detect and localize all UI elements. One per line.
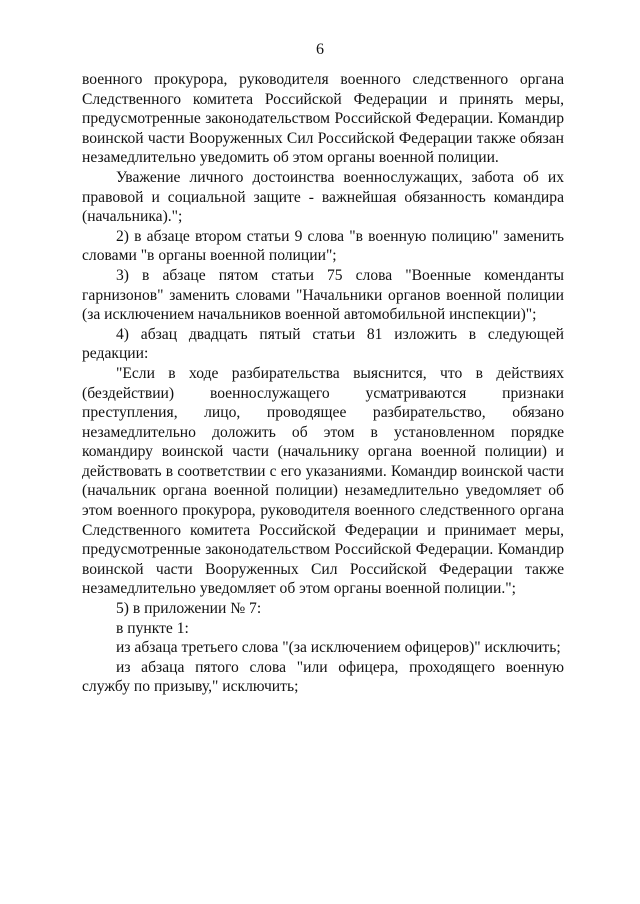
sub-item-point-1: в пункте 1: [116, 619, 189, 637]
page-number: 6 [316, 41, 324, 58]
paragraph-continuation: военного прокурора, руководителя военного следственного органа Следственного комитета Российской Федерации и принять меры, предусмотренные законодательством Российской Федерации. Командир воинской части Вооруженных Сил Российской Федерации также обязан незамедлительно уведомить об этом органы военной полиции. [82, 71, 564, 167]
list-item-3: 3) в абзаце пятом статьи 75 слова "Военные коменданты гарнизонов" заменить словами "Начальники органов военной полиции (за исключением начальников военной автомобильной инспекции)"; [82, 266, 564, 324]
quoted-paragraph: "Если в ходе разбирательства выяснится, что в действиях (бездействии) военнослужащего усматриваются признаки преступления, лицо, проводящее разбирательство, обязано незамедлительно доложить об этом в установленном порядке командиру воинской части (начальнику органа военной полиции) и действовать в соответствии с его указаниями. Командир воинской части (начальник органа военной полиции) незамедлительно уведомляет об этом военного прокурора, руководителя военного следственного органа Следственного комитета Российской Федерации и принимает меры, предусмотренные законодательством Российской Федерации. Командир воинской части Вооруженных Сил Российской Федерации также незамедлительно уведомляет об этом органы военной полиции."; [82, 364, 564, 598]
list-item-2: 2) в абзаце втором статьи 9 слова "в военную полицию" заменить словами "в органы военной полиции"; [82, 227, 564, 265]
document-body [82, 70, 564, 697]
list-item-5: 5) в приложении № 7: [116, 600, 262, 618]
paragraph-respect-dignity: Уважение личного достоинства военнослужащих, забота об их правовой и социальной защите - важнейшая обязанность командира (начальника)."; [82, 168, 564, 226]
list-item-4: 4) абзац двадцать пятый статьи 81 изложить в следующей редакции: [82, 325, 564, 363]
sub-item-third-paragraph: из абзаца третьего слова "(за исключением офицеров)" исключить; [116, 639, 561, 657]
sub-item-fifth-paragraph: из абзаца пятого слова "или офицера, проходящего военную службу по призыву," исключить; [82, 658, 564, 696]
